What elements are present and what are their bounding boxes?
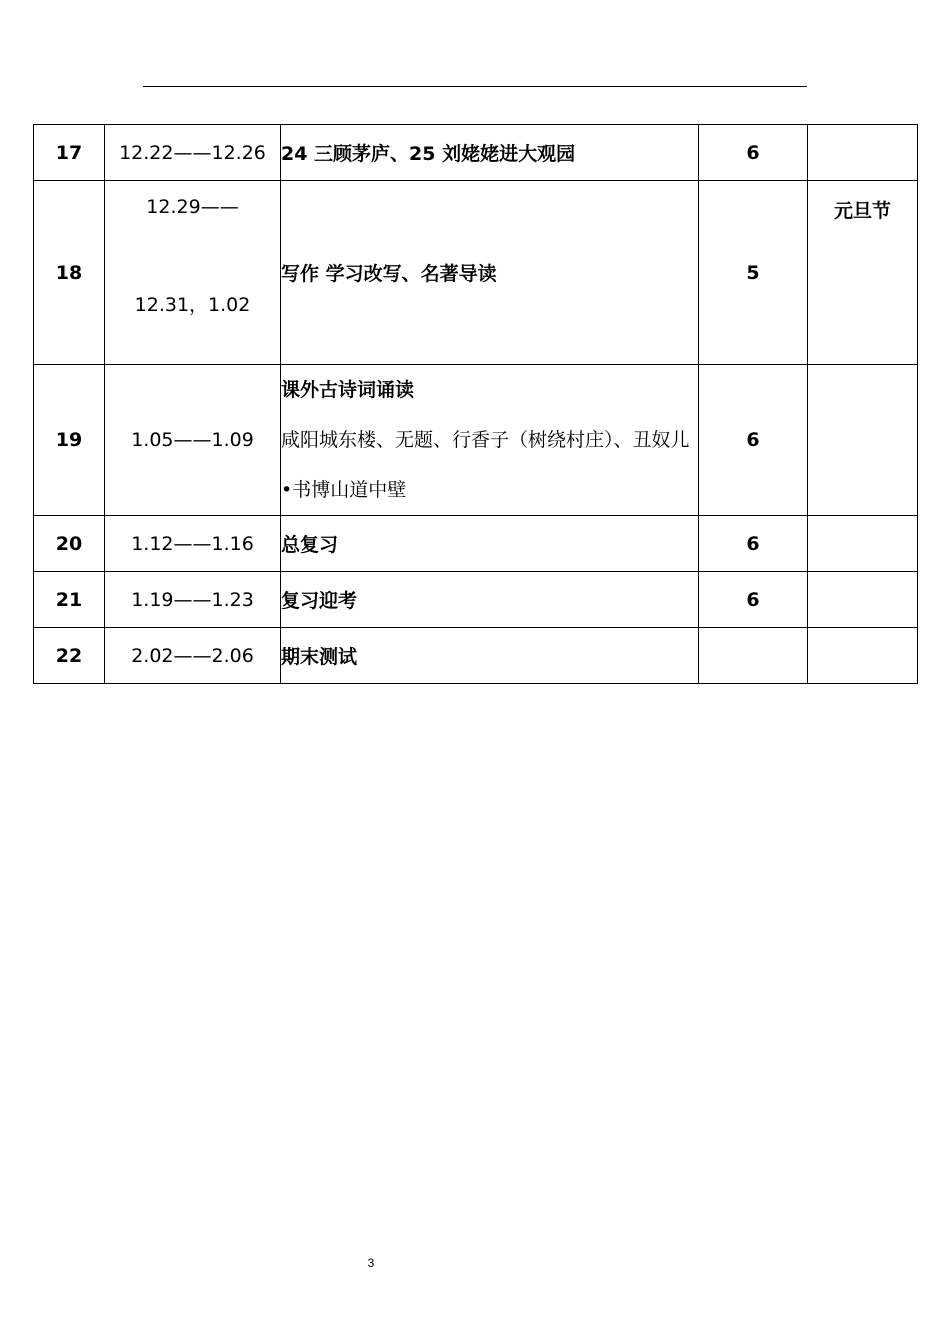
- content-title: 课外古诗词诵读: [281, 379, 415, 401]
- header-rule: [143, 86, 807, 87]
- hours-cell: 6: [699, 125, 808, 181]
- date-line: 12.31，1.02: [134, 294, 251, 316]
- hours-cell: 5: [699, 181, 808, 365]
- note-cell: [808, 516, 918, 572]
- date-cell: 1.12——1.16: [105, 516, 281, 572]
- hours-cell: [699, 628, 808, 684]
- week-cell: 17: [34, 125, 105, 181]
- content-cell: [281, 365, 699, 516]
- content-cell: 写作 学习改写、名著导读: [281, 181, 699, 365]
- content-cell: 期末测试: [281, 628, 699, 684]
- week-cell: 20: [34, 516, 105, 572]
- table-row: [34, 516, 918, 572]
- week-cell: 18: [34, 181, 105, 365]
- note-cell: 元旦节: [808, 181, 918, 365]
- schedule-table: [33, 124, 918, 684]
- content-cell: 24 三顾茅庐、25 刘姥姥进大观园: [281, 125, 699, 181]
- note-cell: [808, 572, 918, 628]
- page-number: 3: [367, 1256, 375, 1270]
- date-cell: 1.05——1.09: [105, 365, 281, 516]
- hours-cell: 6: [699, 572, 808, 628]
- table-row: [34, 628, 918, 684]
- date-line: 12.29——: [146, 196, 239, 218]
- content-body: 咸阳城东楼、无题、行香子（树绕村庄）、丑奴儿•书博山道中壁: [281, 429, 690, 501]
- table-row: [34, 365, 918, 516]
- content-cell: 总复习: [281, 516, 699, 572]
- date-cell: [105, 181, 281, 365]
- week-cell: 21: [34, 572, 105, 628]
- date-cell: 12.22——12.26: [105, 125, 281, 181]
- note-cell: [808, 365, 918, 516]
- table-row: [34, 125, 918, 181]
- hours-cell: 6: [699, 516, 808, 572]
- table-row: [34, 181, 918, 365]
- content-cell: 复习迎考: [281, 572, 699, 628]
- week-cell: 19: [34, 365, 105, 516]
- date-cell: 1.19——1.23: [105, 572, 281, 628]
- note-cell: [808, 628, 918, 684]
- hours-cell: 6: [699, 365, 808, 516]
- week-cell: 22: [34, 628, 105, 684]
- table-row: [34, 572, 918, 628]
- note-cell: [808, 125, 918, 181]
- date-cell: 2.02——2.06: [105, 628, 281, 684]
